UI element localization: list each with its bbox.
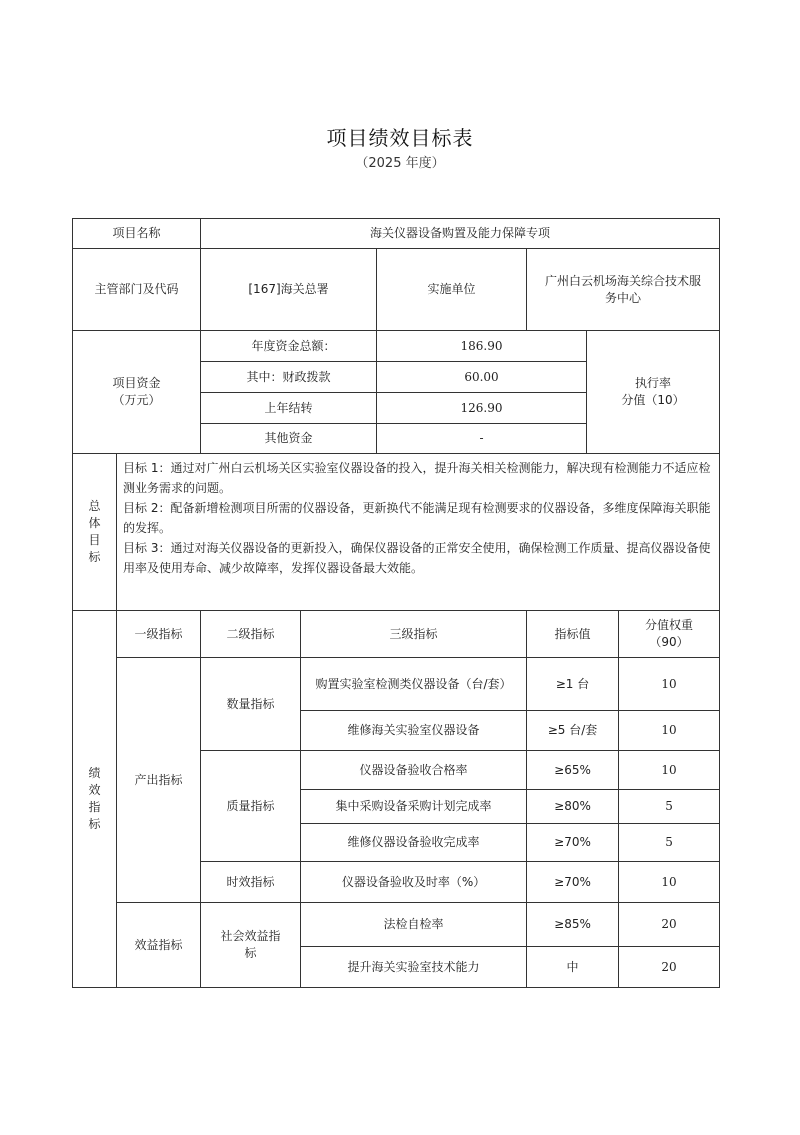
perf-label-char: 指	[88, 800, 101, 814]
indicator-target: ≥80%	[527, 790, 619, 824]
indicator-target: ≥1 台	[527, 658, 619, 711]
fund-row-label: 其中：财政拨款	[201, 362, 377, 393]
indicator-target: ≥70%	[527, 862, 619, 903]
performance-target-table	[72, 218, 720, 988]
perf-label-char: 绩	[88, 766, 101, 780]
indicator-weight: 10	[619, 862, 720, 903]
indicator-target: ≥65%	[527, 751, 619, 790]
year-subtitle: （2025 年度）	[355, 156, 445, 171]
indicator-target: 中	[527, 947, 619, 988]
fund-row-label: 上年结转	[201, 393, 377, 424]
timeliness-indicator-label: 时效指标	[201, 862, 301, 903]
funds-label-text: 项目资金	[112, 376, 161, 390]
unit-label: 实施单位	[377, 249, 527, 331]
indicator-target: ≥5 台/套	[527, 711, 619, 751]
project-name-value: 海关仪器设备购置及能力保障专项	[201, 219, 720, 249]
fund-row-value: 126.90	[377, 393, 587, 424]
goals-label-char: 目	[88, 533, 101, 547]
fund-row-value: 186.90	[377, 331, 587, 362]
fund-row-value: -	[377, 424, 587, 454]
indicator-weight: 10	[619, 658, 720, 711]
funds-label-unit: （万元）	[112, 393, 161, 407]
goals-label	[73, 454, 117, 611]
goal-line: 目标 3：通过对海关仪器设备的更新投入，确保仪器设备的正常安全使用，确保检测工作质量、提高仪器设备使用率及使用寿命、减少故障率，发挥仪器设备最大效能。	[123, 541, 711, 575]
goals-label-char: 体	[88, 516, 101, 530]
page-title: 项目绩效目标表	[326, 126, 474, 150]
project-name-label: 项目名称	[73, 219, 201, 249]
indicator-name: 集中采购设备采购计划完成率	[301, 790, 527, 824]
exec-rate-score: 分值（10）	[621, 393, 685, 407]
header-level2: 二级指标	[201, 611, 301, 658]
exec-rate-label: 执行率	[635, 376, 672, 390]
benefit-indicator-label: 效益指标	[117, 903, 201, 988]
goals-label-char: 总	[88, 499, 101, 513]
indicator-name: 法检自检率	[301, 903, 527, 947]
goals-content	[117, 454, 720, 611]
social-benefit-label: 社会效益指标	[201, 903, 301, 988]
indicator-weight: 20	[619, 947, 720, 988]
indicator-weight: 10	[619, 711, 720, 751]
perf-label-char: 标	[88, 817, 101, 831]
indicator-weight: 5	[619, 790, 720, 824]
perf-label-char: 效	[88, 783, 101, 797]
indicator-name: 购置实验室检测类仪器设备（台/套）	[301, 658, 527, 711]
header-target: 指标值	[527, 611, 619, 658]
header-weight: 分值权重（90）	[619, 611, 720, 658]
indicator-weight: 5	[619, 824, 720, 862]
quantity-indicator-label: 数量指标	[201, 658, 301, 751]
indicator-name: 仪器设备验收合格率	[301, 751, 527, 790]
unit-value: 广州白云机场海关综合技术服务中心	[527, 249, 720, 331]
funds-label	[73, 331, 201, 454]
fund-row-label: 其他资金	[201, 424, 377, 454]
dept-value: [167]海关总署	[201, 249, 377, 331]
goal-line: 目标 1：通过对广州白云机场关区实验室仪器设备的投入，提升海关相关检测能力，解决现有检测能力不适应检测业务需求的问题。	[123, 461, 711, 495]
fund-row-value: 60.00	[377, 362, 587, 393]
exec-rate-cell	[587, 331, 720, 454]
goals-label-char: 标	[88, 550, 101, 564]
dept-label: 主管部门及代码	[73, 249, 201, 331]
indicator-weight: 20	[619, 903, 720, 947]
output-indicator-label: 产出指标	[117, 658, 201, 903]
quality-indicator-label: 质量指标	[201, 751, 301, 862]
indicator-weight: 10	[619, 751, 720, 790]
indicator-name: 仪器设备验收及时率（%）	[301, 862, 527, 903]
perf-label	[73, 611, 117, 988]
indicator-name: 提升海关实验室技术能力	[301, 947, 527, 988]
indicator-target: ≥85%	[527, 903, 619, 947]
header-level3: 三级指标	[301, 611, 527, 658]
goal-line: 目标 2：配备新增检测项目所需的仪器设备，更新换代不能满足现有检测要求的仪器设备，多维度保障海关职能的发挥。	[123, 501, 711, 535]
indicator-target: ≥70%	[527, 824, 619, 862]
header-level1: 一级指标	[117, 611, 201, 658]
fund-row-label: 年度资金总额：	[201, 331, 377, 362]
indicator-name: 维修仪器设备验收完成率	[301, 824, 527, 862]
indicator-name: 维修海关实验室仪器设备	[301, 711, 527, 751]
